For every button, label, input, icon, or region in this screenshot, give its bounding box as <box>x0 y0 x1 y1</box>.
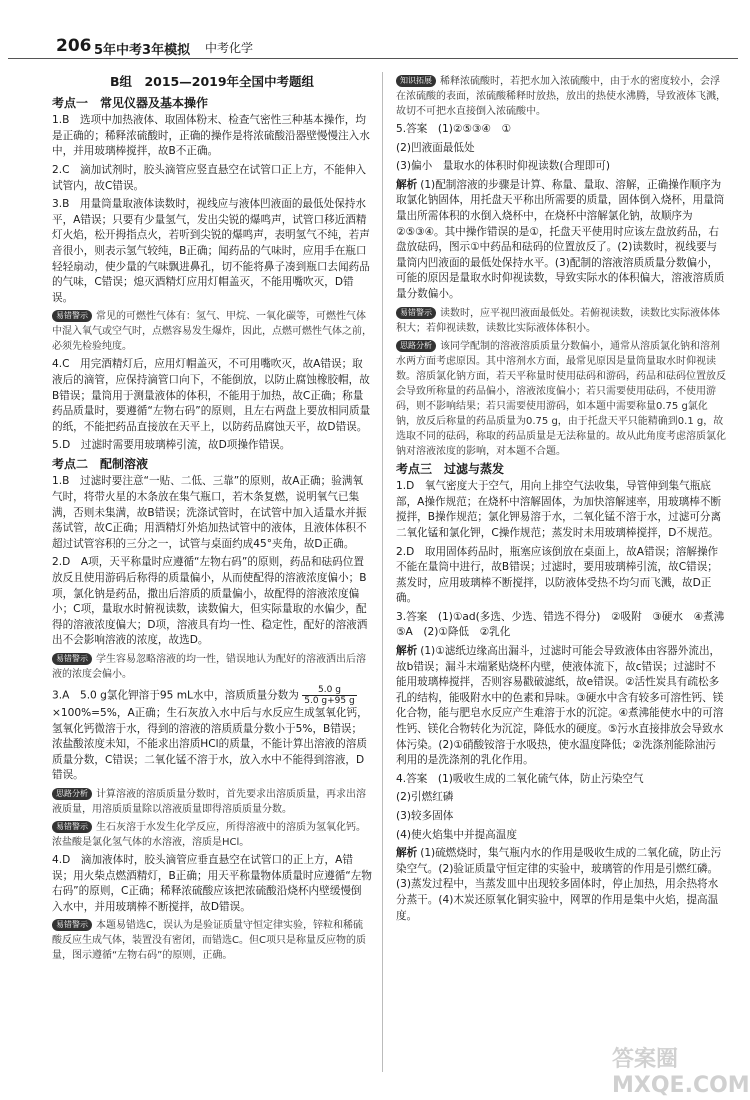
note-text: 生石灰溶于水发生化学反应，所得溶液中的溶质为氢氧化钙。浓盐酸是氯化氢气体的水溶液，溶质是HCl。 <box>52 821 366 848</box>
answer-line: (3)偏小 量取水的体积时仰视读数(合理即可) <box>396 160 610 173</box>
note-tag: 易错警示 <box>52 653 92 665</box>
book-title: 5年中考3年模拟 <box>94 43 191 58</box>
analysis-text: (1)①滤纸边缘高出漏斗，过滤时可能会导致液体由容器外流出，故b错误；漏斗末端紧贴烧杯内壁，使液体流下，故c错误；过滤时不能用玻璃棒搅拌，否则容易戳破滤纸，故e错误。②活性炭具有疏松多孔的结构，能吸附水中的色素和异味。③硬水中含有较多可溶性钙、镁化合物，能与肥皂水反应产生难溶于水的沉淀。④煮沸能使水中的可溶性钙、镁化合物转化为沉淀，降低水的硬度。⑤污水直接排放会导致水体污染。(2)①硝酸铵溶于水吸热，使水温度降低；②洗涤剂能除油污利用的是洗涤剂的乳化作用。 <box>396 645 724 767</box>
answer-item <box>52 685 372 784</box>
section-title-3: 考点三 过滤与蒸发 <box>396 461 505 476</box>
note-tag: 易错警示 <box>52 919 92 931</box>
analysis-label: 解析 <box>396 178 418 191</box>
section-title-2: 考点二 配制溶液 <box>52 456 149 471</box>
answer-item: 2.C 滴加试剂时，胶头滴管应竖直悬空在试管口正上方，不能伸入试管内，故C错误。 <box>52 163 367 192</box>
note-tag: 思路分析 <box>52 788 92 800</box>
answer-line: (2)引燃红磷 <box>396 791 454 804</box>
subject-label: 中考化学 <box>205 41 254 55</box>
group-title: B组 2015—2019年全国中考题组 <box>109 74 315 89</box>
note-tag: 易错警示 <box>396 307 436 319</box>
fraction-denominator: 5.0 g+95 g <box>304 696 355 706</box>
answer-item: 4.D 滴加液体时，胶头滴管应垂直悬空在试管口的正上方，A错误；用火柴点燃酒精灯，B正确；用天平称量物体质量时应遵循“左物右码”的原则，C正确；稀释浓硫酸应该把浓硫酸沿烧杯内壁缓慢倒入水中，并用玻璃棒不断搅拌，故D错误。 <box>52 853 372 913</box>
note-text: 计算溶液的溶质质量分数时，首先要求出溶质质量，再求出溶液质量，用溶质质量除以溶液质量即得溶质质量分数。 <box>52 788 366 815</box>
note-text: 稀释浓硫酸时，若把水加入浓硫酸中，由于水的密度较小，会浮在浓硫酸的表面，浓硫酸稀释时放热，放出的热使水沸腾，导致液体飞溅，故切不可把水直接倒入浓硫酸中。 <box>396 76 726 117</box>
answer-line: (4)使火焰集中并提高温度 <box>396 828 517 841</box>
answer-line: 3.答案 (1)①ad(多选、少选、错选不得分) ②吸附 ③硬水 ④煮沸 ⑤A (2)①降低 ②乳化 <box>396 610 735 639</box>
analysis-text: (1)配制溶液的步骤是计算、称量、量取、溶解，正确操作顺序为取氯化钠固体，用托盘天平称出所需要的质量，固体倒入烧杯，用量筒量出所需体积的水倒入烧杯中，在烧杯中溶解氯化钠，故顺序为②⑤③④。其中操作错误的是①，托盘天平使用时应该左盘放药品，右盘放砝码，图示①中药品和砝码的位置放反了。(2)读数时，视线要与量筒内凹液面的最低处保持水平。(3)配制的溶液溶质质量分数偏小，可能的原因是量取水时仰视读数，导致实际水的体积偏大，溶液溶质质量分数偏小。 <box>396 178 725 300</box>
note-block <box>396 74 726 119</box>
note-block <box>52 787 372 817</box>
note-block <box>396 306 726 336</box>
analysis-block <box>396 846 726 924</box>
answer-text: 3.A 5.0 g氯化钾溶于95 mL水中，溶质质量分数为 <box>52 689 299 702</box>
answer-item: 3.B 用量筒量取液体读数时，视线应与液体凹液面的最低处保持水平，A错误；只要有少量氢气，发出尖锐的爆鸣声，试管口移近酒精灯火焰，松开拇指点火，若听到尖锐的爆鸣声，表明氢气不纯，若声音很小，则表示氢气较纯，B正确；闻药品的气味时，应用手在瓶口轻轻扇动，使少量的气味飘进鼻孔，切不能将鼻子凑到瓶口去闻药品的气味，C错误；熄灭酒精灯应用灯帽盖灭，不能用嘴吹灭，D错误。 <box>52 198 370 304</box>
note-text: 读数时，应平视凹液面最低处。若俯视读数，读数比实际液体体积大；若仰视读数，读数比实际液体体积小。 <box>396 307 720 334</box>
answer-item: 5.D 过滤时需要用玻璃棒引流，故D项操作错误。 <box>52 439 291 452</box>
watermark: 答案圈 MXQE.COM <box>612 1047 750 1098</box>
page-header <box>0 36 750 58</box>
answer-item: 2.D 取用固体药品时，瓶塞应该倒放在桌面上，故A错误；溶解操作不能在量筒中进行，故B错误；过滤时，要用玻璃棒引流，故C错误；蒸发时，应用玻璃棒不断搅拌，以防液体受热不均匀而飞溅，故D正确。 <box>396 545 719 605</box>
answer-item: 1.B 过滤时要注意“一贴、二低、三靠”的原则，故A正确；验满氧气时，将带火星的木条放在集气瓶口，若木条复燃，说明氧气已集满，否则未集满，故B错误；洗涤试管时，在试管中加入适量水并振荡试管，故C正确；用酒精灯外焰加热试管中的液体，且液体体积不超过试管容积的三分之一，试管与桌面约成45°夹角，故D正确。 <box>52 475 367 550</box>
note-block <box>52 652 372 682</box>
answer-line: (2)凹液面最低处 <box>396 141 475 154</box>
answer-item: 4.C 用完酒精灯后，应用灯帽盖灭，不可用嘴吹灭，故A错误；取液后的滴管，应保持滴管口向下，不能倒放，以防止腐蚀橡胶帽，故B错误；量筒用于测量液体的体积，不能用于加热，故C正确；称量药品质量时，要遵循“左物右码”的原则，且左右两盘上要放相同质量的纸，不能把药品直接放在天平上，以防药品腐蚀天平，故D错误。 <box>52 358 371 433</box>
analysis-block <box>396 644 726 769</box>
analysis-label: 解析 <box>396 847 418 860</box>
answer-line: (3)较多固体 <box>396 810 454 822</box>
header-rule <box>8 58 738 59</box>
analysis-block <box>396 178 726 303</box>
section-title-1: 考点一 常见仪器及基本操作 <box>52 95 209 110</box>
page-number: 206 <box>56 36 92 56</box>
answer-item: 1.D 氧气密度大于空气，用向上排空气法收集，导管伸到集气瓶底部，A操作规范；在烧杯中溶解固体，为加快溶解速率，用玻璃棒不断搅拌，B操作规范；氯化钾易溶于水，二氧化锰不溶于水，过滤可分离二氧化锰和氯化钾，C操作规范；蒸发时未用玻璃棒搅拌，D不规范。 <box>396 480 722 539</box>
note-text: 学生容易忽略溶液的均一性，错误地认为配好的溶液洒出后溶液的浓度会偏小。 <box>52 654 366 680</box>
note-block <box>52 820 372 850</box>
note-block <box>52 918 372 963</box>
answer-item: 1.B 选项中加热液体、取固体粉末、检查气密性三种基本操作，均是正确的；稀释浓硫酸时，正确的操作是将浓硫酸沿器壁慢慢注入水中，并用玻璃棒搅拌，故B不正确。 <box>52 114 370 158</box>
analysis-text: (1)硫燃烧时，集气瓶内水的作用是吸收生成的二氧化硫，防止污染空气。(2)验证质量守恒定律的实验中，玻璃管的作用是引燃红磷。(3)蒸发过程中，当蒸发皿中出现较多固体时，停止加热，用余热将水分蒸干。(4)木炭还原氧化铜实验中，网罩的作用是集中火焰，提高温度。 <box>396 847 722 922</box>
answer-text: ×100%=5%，A正确；生石灰放入水中后与水反应生成氢氧化钙，氢氧化钙微溶于水，得到的溶液的溶质质量分数小于5%，B错误；浓盐酸浓度未知，不能求出溶质HCl的质量，不能计算出溶液的溶质质量分数，C错误；二氧化锰不溶于水，放入水中不能得到溶液，D错误。 <box>52 707 368 782</box>
note-text: 该同学配制的溶液溶质质量分数偏小，通常从溶质氯化钠和溶剂水两方面考虑原因。其中溶剂水方面，最常见原因是量筒量取水时仰视读数。溶质氯化钠方面，若天平称量时使用砝码和游码，药品和砝码位置放反会导致所称量的药品偏小，溶液浓度偏小；若只需要使用砝码，不使用游码，则不影响结果；若只需要使用游码，如本题中需要称量0.75 g氯化钠，放反后称量的药品质量为0.75 g，由于托盘天平只能精确到0.1 g，故选取不同的砝码，称取的药品质量是无法称量的。故从此角度考虑溶质氯化钠对溶液浓度的影响，对本题不合题。 <box>396 340 726 457</box>
right-column <box>396 74 735 927</box>
answer-line: 5.答案 (1)②⑤③④ ① <box>396 123 511 135</box>
fraction <box>302 685 356 706</box>
note-tag: 思路分析 <box>396 340 436 352</box>
note-block <box>396 339 726 459</box>
left-column <box>52 74 372 966</box>
fraction-numerator: 5.0 g <box>302 685 356 696</box>
answer-item: 2.D A项，天平称量时应遵循“左物右码”的原则，药品和砝码位置放反且使用游码后称得的质量偏小，从而使配得的溶液浓度偏小；B项，氯化钠是药品，撒出后溶质的质量偏小，故配得的溶液浓度偏小；C项，量取水时俯视读数，读数偏大，但实际量取的水偏少，配得的溶液浓度偏大；D项，溶液具有均一性、稳定性，配好的溶液洒出不会影响溶液的浓度，故选D。 <box>52 556 368 647</box>
column-divider <box>382 72 383 1072</box>
note-text: 常见的可燃性气体有：氢气、甲烷、一氧化碳等，可燃性气体中混入氧气或空气时，点燃容易发生爆炸，因此，点燃可燃性气体之前，必须先检验纯度。 <box>52 311 372 353</box>
answer-line: 4.答案 (1)吸收生成的二氧化硫气体，防止污染空气 <box>396 772 644 785</box>
note-tag: 易错警示 <box>52 310 92 322</box>
note-text: 本题易错选C，误认为是验证质量守恒定律实验，锌粒和稀硫酸反应生成气体，装置没有密闭，而错选C。但C项只是称量反应物的质量，图示遵循“左物右码”的原则，正确。 <box>52 920 366 962</box>
note-tag: 易错警示 <box>52 821 92 833</box>
note-tag: 知识拓展 <box>396 75 436 87</box>
analysis-label: 解析 <box>396 645 418 658</box>
note-block <box>52 309 372 354</box>
